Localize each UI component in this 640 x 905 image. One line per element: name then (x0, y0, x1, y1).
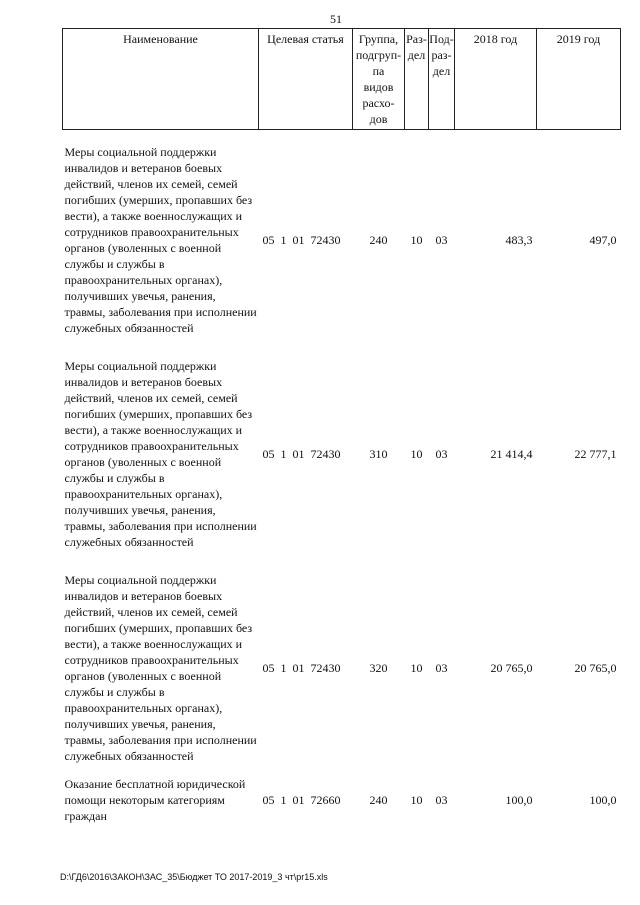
header-name: Наименование (63, 29, 259, 130)
row-group: 240 (369, 233, 388, 247)
row-2018: 483,3 (505, 233, 533, 247)
budget-table (62, 28, 621, 824)
table-row (63, 358, 621, 550)
table-row (63, 572, 621, 764)
row-name: Меры социальной поддержки инвалидов и ветеранов боевых действий, членов их семей, семей погибших (умерших, пропавших без вести), а также военнослужащих и сотрудников правоохранительных органов (уволенных с военной службы и службы в правоохранительных органах), получивших увечья, ранения, травмы, заболевания при исполнении служебных обязанностей (64, 145, 257, 335)
row-group: 310 (369, 447, 388, 461)
row-target-article: 05 1 01 72430 (262, 233, 341, 247)
header-2019: 2019 год (537, 29, 621, 130)
row-section: 10 (410, 447, 423, 461)
row-target-article: 05 1 01 72430 (262, 661, 341, 675)
header-subsection: Под- раз- дел (429, 29, 455, 130)
row-2019: 497,0 (589, 233, 617, 247)
row-2018: 20 765,0 (490, 661, 533, 675)
row-group: 240 (369, 793, 388, 807)
row-2019: 100,0 (589, 793, 617, 807)
row-section: 10 (410, 233, 423, 247)
row-2018: 100,0 (505, 793, 533, 807)
table-header-row (63, 29, 621, 130)
row-name: Меры социальной поддержки инвалидов и ветеранов боевых действий, членов их семей, семей погибших (умерших, пропавших без вести), а также военнослужащих и сотрудников правоохранительных органов (уволенных с военной службы и службы в правоохранительных органах), получивших увечья, ранения, травмы, заболевания при исполнении служебных обязанностей (64, 573, 257, 763)
row-group: 320 (369, 661, 388, 675)
row-2019: 20 765,0 (574, 661, 617, 675)
row-name: Оказание бесплатной юридической помощи некоторым категориям граждан (64, 777, 246, 823)
row-subsection: 03 (435, 447, 448, 461)
header-2018: 2018 год (455, 29, 537, 130)
row-target-article: 05 1 01 72660 (262, 793, 341, 807)
row-section: 10 (410, 793, 423, 807)
table-row (63, 776, 621, 824)
header-target-article: Целевая статья (259, 29, 353, 130)
row-subsection: 03 (435, 793, 448, 807)
row-2019: 22 777,1 (574, 447, 617, 461)
row-2018: 21 414,4 (490, 447, 533, 461)
row-subsection: 03 (435, 661, 448, 675)
header-section: Раз- дел (405, 29, 429, 130)
row-subsection: 03 (435, 233, 448, 247)
header-group: Группа, подгруп- па видов расхо- дов (353, 29, 405, 130)
row-name: Меры социальной поддержки инвалидов и ветеранов боевых действий, членов их семей, семей погибших (умерших, пропавших без вести), а также военнослужащих и сотрудников правоохранительных органов (уволенных с военной службы и службы в правоохранительных органах), получивших увечья, ранения, травмы, заболевания при исполнении служебных обязанностей (64, 359, 257, 549)
row-section: 10 (410, 661, 423, 675)
table-row (63, 144, 621, 336)
row-target-article: 05 1 01 72430 (262, 447, 341, 461)
file-path-footer: D:\ГД6\2016\ЗАКОН\ЗАС_35\Бюджет ТО 2017-2019_3 чт\pr15.xls (60, 872, 328, 882)
page-number: 51 (330, 12, 342, 26)
